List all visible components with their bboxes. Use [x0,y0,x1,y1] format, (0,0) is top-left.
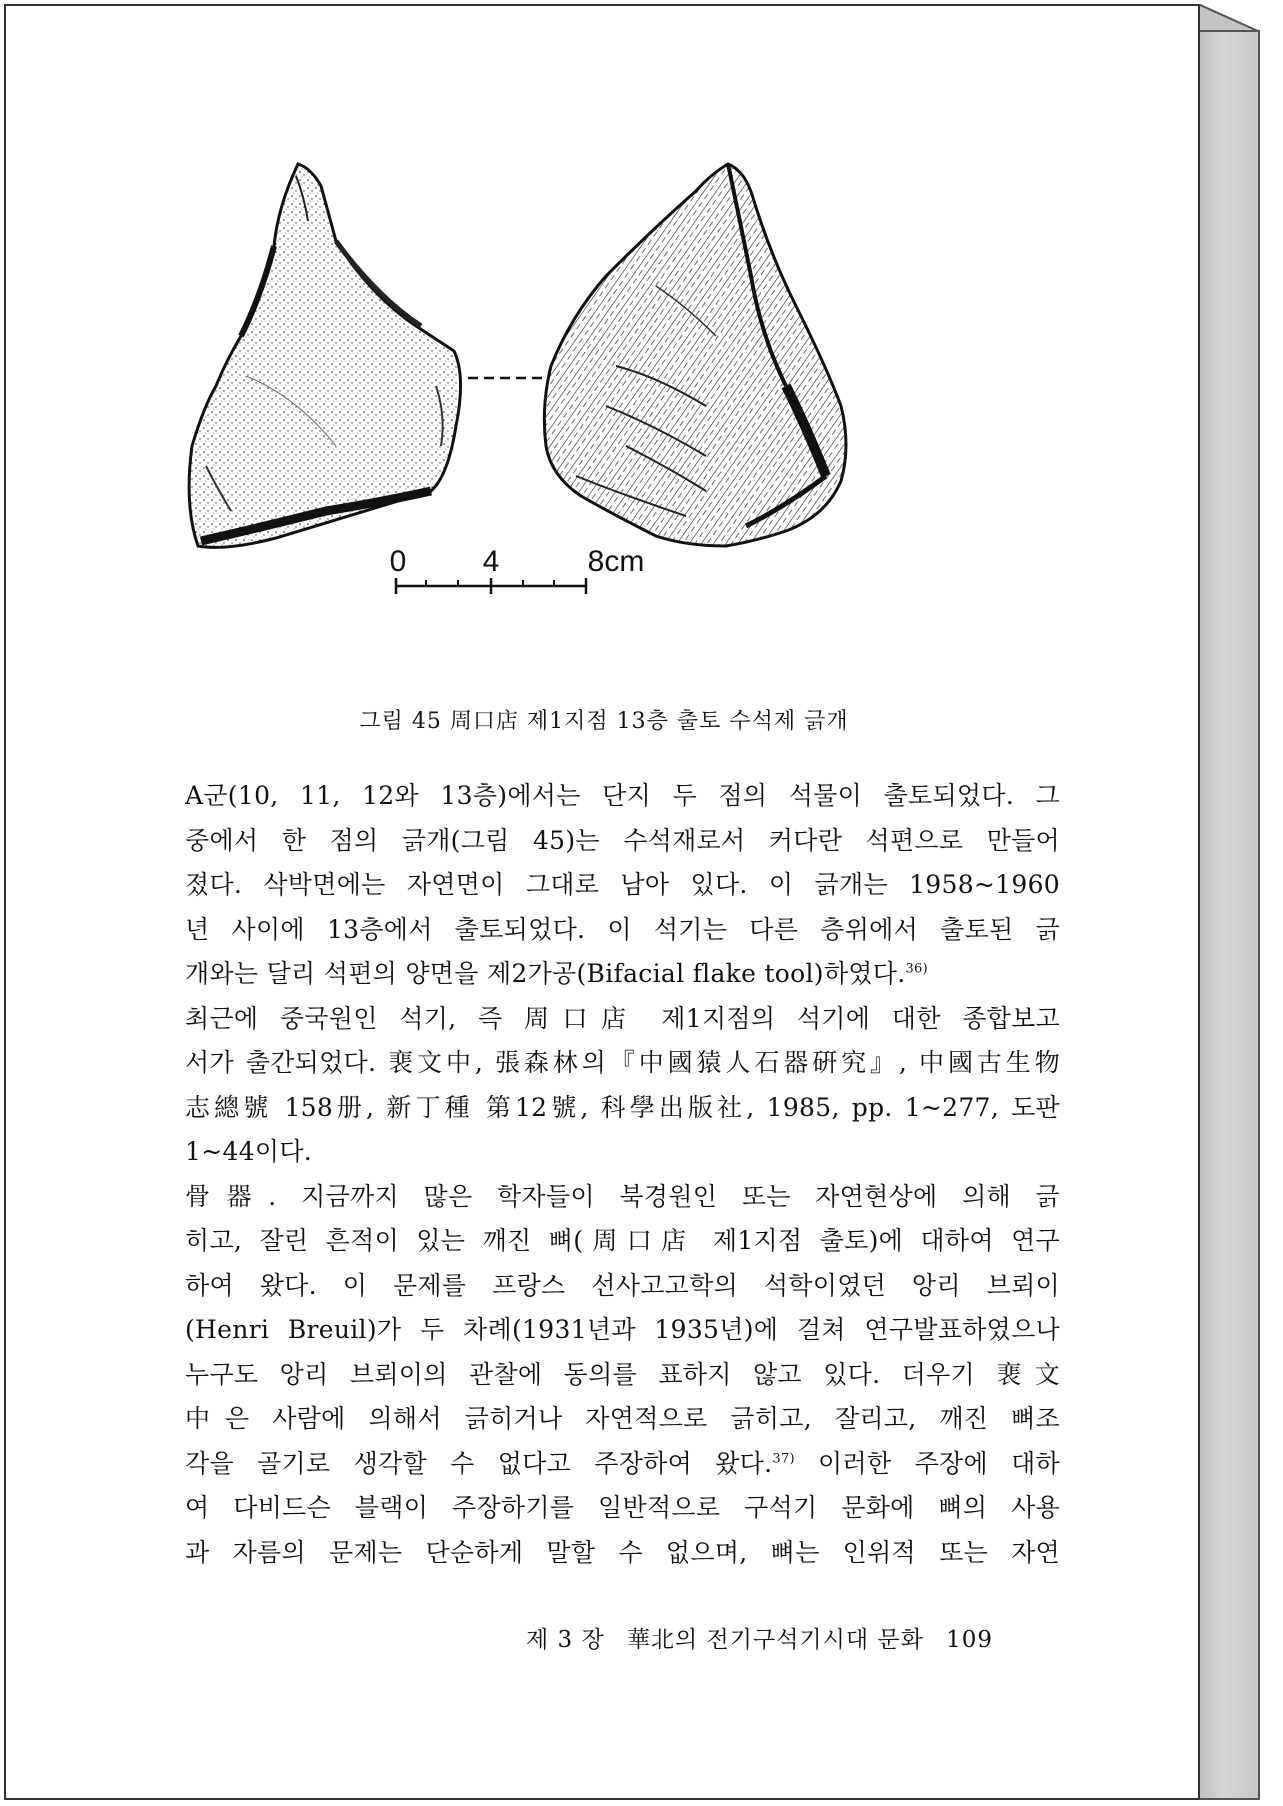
body-text [160,774,1060,1575]
chapter-label: 제 3 장 [526,1627,605,1653]
paragraph-2 [160,997,1060,1175]
page-stack-edge [1198,30,1260,1800]
chapter-title: 華北의 전기구석기시대 문화 [627,1627,924,1653]
running-footer [526,1621,1007,1654]
text-line: 여 다비드슨 블랙이 주장하기를 일반적으로 구석기 문화에 뼈의 사용 [185,1493,1060,1522]
text-line: 과 자름의 문제는 단순하게 말할 수 없으며, 뼈는 인위적 또는 자연 [185,1537,1060,1567]
text-line: 년 사이에 13층에서 출토되었다. 이 석기는 다른 층위에서 출토된 긁 [185,914,1060,944]
text-line: 骨器. 지금까지 많은 학자들이 북경원인 또는 자연현상에 의해 긁 [185,1181,1060,1211]
text-line: (Henri Breuil)가 두 차례(1931년과 1935년)에 걸쳐 연구발표하였으나 [185,1315,1060,1344]
text-segment: 이러한 주장에 대하 [794,1448,1060,1478]
page-edge-top [1198,4,1260,32]
text-line [160,952,1060,997]
text-line: 누구도 앙리 브뢰이의 관찰에 동의를 표하지 않고 있다. 더우기 裵文 [185,1359,1060,1389]
footnote-ref-36: 36) [905,961,928,977]
text-segment: 각을 골기로 생각할 수 없다고 주장하여 왔다. [185,1448,773,1478]
scale-bar [390,545,645,594]
scraper-front-view [189,164,460,547]
text-line: 최근에 중국원인 석기, 즉 周口店 제1지점의 석기에 대한 종합보고 [185,1003,1060,1033]
scale-label-0: 0 [389,545,407,578]
figure-caption: 그림 45 周口店 제1지점 13층 출토 수석제 긁개 [359,709,849,734]
text-line: 중에서 한 점의 긁개(그림 45)는 수석재로서 커다란 석편으로 만들어 [185,825,1060,855]
text-line: 1~44이다. [185,1137,313,1166]
scraper-drawing [186,146,1066,686]
scraper-back-view [544,164,846,546]
footnote-ref-37: 37) [772,1451,795,1467]
page-number: 109 [946,1627,994,1653]
text-line: 서가 출간되었다. 裵文中, 張森林의『中國猿人石器硏究』, 中國古生物 [185,1048,1060,1077]
figure-scraper-illustration [186,146,1066,686]
text-line: A군(10, 11, 12와 13층)에서는 단지 두 점의 석물이 출토되었다. 그 [185,781,1060,810]
paragraph-3 [160,1175,1060,1576]
text-segment: 개와는 달리 석편의 양면을 제2가공(Bifacial flake tool)하였다. [185,959,906,988]
paragraph-1 [160,774,1060,997]
text-line [160,1442,1060,1487]
text-line: 졌다. 삭박면에는 자연면이 그대로 남아 있다. 이 긁개는 1958~1960 [185,870,1060,899]
scale-label-4: 4 [482,545,500,578]
text-line: 中은 사람에 의해서 긁히거나 자연적으로 긁히고, 잘리고, 깨진 뼈조 [185,1404,1060,1433]
scale-label-8cm: 8cm [587,545,645,578]
text-line: 히고, 잘린 흔적이 있는 깨진 뼈(周口店 제1지점 출토)에 대하여 연구 [185,1226,1060,1255]
book-page [4,4,1200,1800]
text-line: 하여 왔다. 이 문제를 프랑스 선사고고학의 석학이였던 앙리 브뢰이 [185,1270,1060,1300]
text-line: 志總號 158册, 新丁種 第12號, 科學出版社, 1985, pp. 1~277, 도판 [185,1092,1060,1122]
